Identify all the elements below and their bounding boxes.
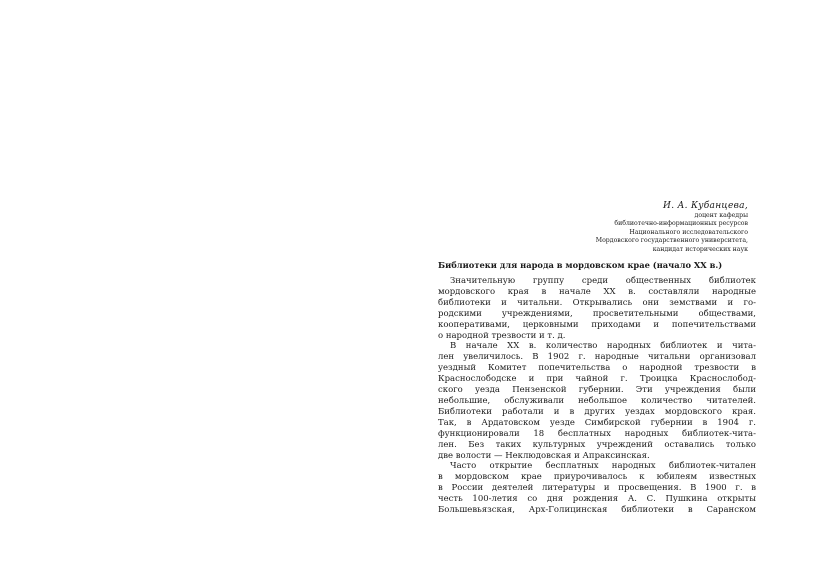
text-line: кооперативами, церковными приходами и попечительствами <box>438 319 756 330</box>
text-line: Значительную группу среди общественных библиотек <box>450 276 756 287</box>
text-line: в мордовском крае приурочивалось к юбилеям известных <box>438 472 756 483</box>
text-line: ского уезда Пензенской губернии. Эти учреждения были <box>438 385 756 396</box>
text-line: Большевьязская, Арх-Голицинская библиотеки в Саранском <box>438 505 756 516</box>
author-university-line-1: Национального исследовательского <box>629 228 748 236</box>
author-degree: кандидат исторических наук <box>652 245 748 253</box>
text-line: лен увеличилось. В 1902 г. народные читальни организовал <box>438 352 756 363</box>
text-line: Так, в Ардатовском уезде Симбирской губернии в 1904 г. <box>438 417 756 428</box>
author-department: библиотечно-информационных ресурсов <box>614 220 748 228</box>
text-line: о народной трезвости и т. д. <box>438 330 566 341</box>
author-block <box>438 200 748 254</box>
text-line: две волости — Неклюдовская и Апраксинская. <box>438 450 650 461</box>
article-body <box>438 276 756 516</box>
author-name: И. А. Кубанцева, <box>663 201 748 211</box>
text-line: лен. Без таких культурных учреждений оставались только <box>438 439 756 450</box>
article-title: Библиотеки для народа в мордовском крае (начало XX в.) <box>438 260 723 271</box>
document-page <box>438 200 756 580</box>
text-line: в России деятелей литературы и просвещения. В 1900 г. в <box>438 483 756 494</box>
author-university-line-2: Мордовского государственного университета, <box>595 237 748 245</box>
text-line: небольшие, обслуживали небольшое количество читателей. <box>438 396 756 406</box>
text-line: библиотеки и читальни. Открывались они земствами и го- <box>438 297 756 308</box>
text-line: Часто открытие бесплатных народных библиотек-читален <box>450 461 756 472</box>
author-position: доцент кафедры <box>694 212 748 219</box>
text-line: честь 100-летия со дня рождения А. С. Пушкина открыты <box>438 494 756 505</box>
text-line: В начале XX в. количество народных библиотек и чита- <box>450 341 756 352</box>
text-line: Библиотеки работали и в других уездах мордовского края. <box>438 406 756 417</box>
text-line: функционировали 18 бесплатных народных библиотек-чита- <box>438 428 756 439</box>
text-line: мордовского края в начале XX в. составляли народные <box>438 286 756 297</box>
text-line: Краснослободске и при чайной г. Троицка Краснослобод- <box>438 374 756 385</box>
text-line: уездный Комитет попечительства о народной трезвости в <box>438 363 756 374</box>
text-line: родскими учреждениями, просветительными обществами, <box>438 308 756 319</box>
